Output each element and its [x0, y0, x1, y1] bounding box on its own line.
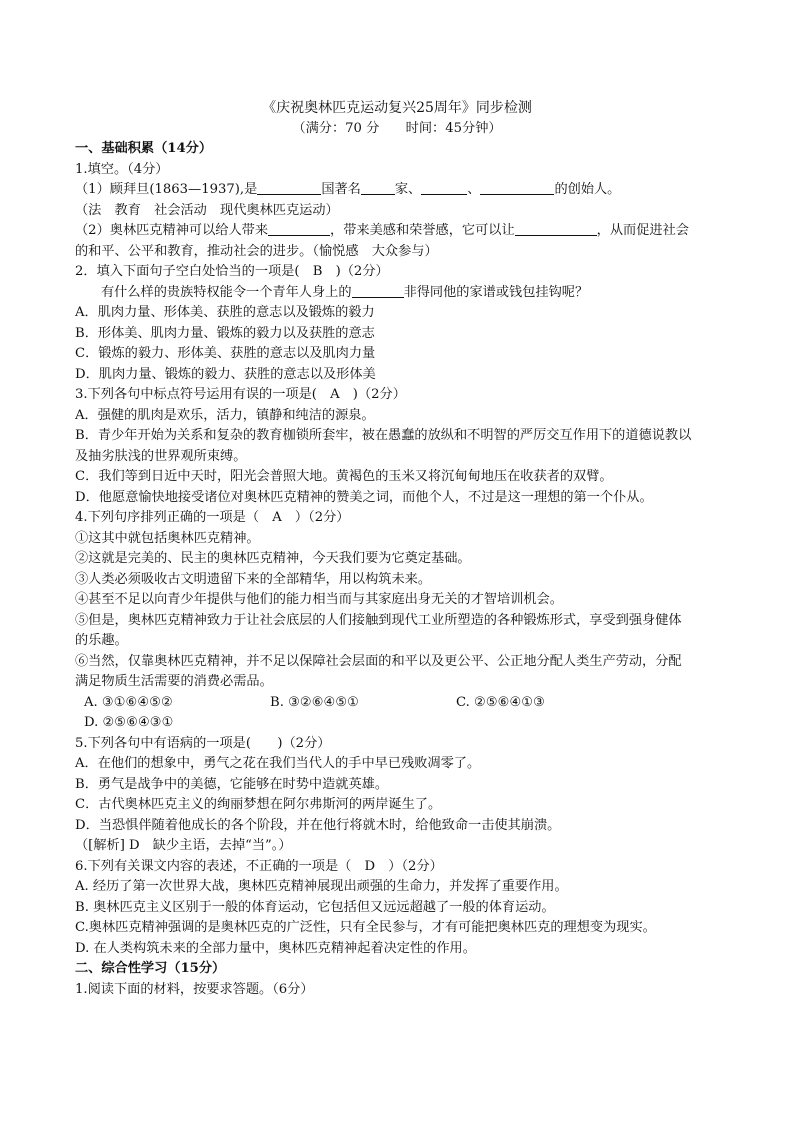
question-4-stem: 4.下列句序排列正确的一项是（ A ）（2分）	[75, 510, 350, 525]
section-heading-basic: 一、基础积累（14分）	[75, 141, 213, 156]
question-2-sentence: 有什么样的贵族特权能令一个青年人身上的 非得同他的家谱或钱包挂钩呢？	[101, 284, 589, 300]
question-5-option-a[interactable]: A．在他们的想象中，勇气之花在我们当代人的手中早已残败凋零了。	[75, 756, 481, 771]
question-1-stem: 1.填空。（4分）	[75, 161, 169, 177]
question-6-option-c[interactable]: C.奥林匹克精神强调的是奥林匹克的广泛性，只有全民参与，才有可能把奥林匹克的理想变为现实。	[75, 920, 656, 935]
answer-blank[interactable]	[361, 181, 395, 195]
document-subtitle: （满分：70 分 时间：45分钟）	[292, 121, 502, 136]
answer-blank[interactable]	[421, 181, 467, 195]
question-7-stem: 1.阅读下面的材料，按要求答题。（6分）	[75, 981, 314, 997]
question-3-option-b[interactable]: B．青少年开始为关系和复杂的教育枷锁所套牢，被在愚蠢的放纵和不明智的严厉交互作用下的道德说教以	[75, 428, 692, 443]
section-heading-comprehensive: 二、综合性学习（15分）	[75, 961, 226, 976]
question-1-part-2-cont: 的和平、公平和教育，推动社会的进步。（愉悦感 大众参与）	[75, 243, 438, 259]
question-4-sentence-2: ②这就是完美的、民主的奥林匹克精神，今天我们要为它奠定基础。	[75, 551, 471, 566]
answer-blank[interactable]	[515, 222, 597, 236]
question-4-options	[75, 693, 725, 714]
question-3-option-b-cont[interactable]: 及抽劣肤浅的世界观所束缚。	[75, 448, 247, 464]
question-6-option-a[interactable]: A. 经历了第一次世界大战，奥林匹克精神展现出顽强的生命力，并发挥了重要作用。	[75, 879, 568, 894]
question-3-option-d[interactable]: D．他愿意愉快地接受诸位对奥林匹克精神的赞美之词，而他个人，不过是这一理想的第一个仆从。	[75, 489, 653, 505]
question-4-sentence-6: ⑥当然，仅靠奥林匹克精神，并不足以保障社会层面的和平以及更公平、公正地分配人类生产劳动，分配	[75, 653, 682, 669]
answer-blank[interactable]	[268, 222, 330, 236]
question-1-answer: （法 教育 社会活动 现代奥林匹克运动）	[75, 202, 339, 218]
question-4-option-a[interactable]: A. ③①⑥④⑤②	[84, 694, 173, 710]
question-4-sentence-3: ③人类必须吸收古文明遗留下来的全部精华，用以构筑未来。	[75, 571, 432, 587]
answer-blank[interactable]	[257, 181, 321, 195]
question-2-option-b[interactable]: B．形体美、肌肉力量、锻炼的毅力以及获胜的意志	[75, 325, 375, 341]
question-3-option-c[interactable]: C．我们等到日近中天时，阳光会普照大地。黄褐色的玉米又将沉甸甸地压在收获者的双臂。	[75, 469, 613, 484]
question-4-sentence-5: ⑤但是，奥林匹克精神致力于让社会底层的人们接触到现代工业所塑造的各种锻炼形式，享受到强身健体	[75, 612, 682, 628]
question-6-option-d[interactable]: D. 在人类构筑未来的全部力量中，奥林匹克精神起着决定性的作用。	[75, 940, 476, 956]
exam-content	[75, 139, 725, 1000]
question-1-part-1: （1）顾拜旦(1863—1937),是 国著名 家、 、 的创始人。	[75, 182, 621, 197]
answer-blank[interactable]	[480, 181, 554, 195]
question-3-option-a[interactable]: A．强健的肌肉是欢乐，活力，镇静和纯洁的源泉。	[75, 407, 375, 423]
question-2-option-a[interactable]: A．肌肉力量、形体美、获胜的意志以及锻炼的毅力	[75, 305, 375, 320]
question-4-sentence-1: ①这其中就包括奥林匹克精神。	[75, 530, 260, 546]
question-6-stem: 6.下列有关课文内容的表述，不正确的一项是（ D ）（2分）	[75, 858, 443, 874]
question-2-stem: 2．填入下面句子空白处恰当的一项是( B )（2分）	[75, 264, 389, 279]
question-5-option-c[interactable]: C．古代奥林匹克主义的绚丽梦想在阿尔弗斯河的两岸诞生了。	[75, 797, 442, 812]
question-2-option-d[interactable]: D．肌肉力量、锻炼的毅力、获胜的意志以及形体美	[75, 366, 376, 382]
question-6-option-b[interactable]: B. 奥林匹克主义区别于一般的体育运动，它包括但又远远超越了一般的体育运动。	[75, 899, 555, 915]
question-5-stem: 5.下列各句中有语病的一项是( )（2分）	[75, 735, 331, 751]
question-1-part-2: （2）奥林匹克精神可以给人带来 ，带来美感和荣誉感，它可以让 ，从而促进社会	[75, 223, 689, 238]
question-4-option-b[interactable]: B. ③②⑥④⑤①	[270, 694, 360, 710]
question-4-sentence-6-cont: 满足物质生活需要的消费必需品。	[75, 674, 273, 689]
question-5-option-d[interactable]: D．当恐惧伴随着他成长的各个阶段，并在他行将就木时，给他致命一击使其崩溃。	[75, 817, 561, 833]
question-2-option-c[interactable]: C．锻炼的毅力、形体美、获胜的意志以及肌肉力量	[75, 346, 376, 361]
question-4-sentence-5-cont: 的乐趣。	[75, 633, 128, 648]
question-5-option-b[interactable]: B．勇气是战争中的美德，它能够在时势中造就英雄。	[75, 776, 389, 792]
answer-blank[interactable]	[352, 284, 404, 298]
question-4-sentence-4: ④甚至不足以向青少年提供与他们的能力相当而与其家庭出身无关的才智培训机会。	[75, 592, 563, 607]
document-title: 《庆祝奥林匹克运动复兴25周年》同步检测	[262, 100, 532, 116]
question-4-option-c[interactable]: C. ②⑤⑥④①③	[456, 694, 545, 710]
question-4-option-d[interactable]: D. ②⑤⑥④③①	[84, 715, 174, 730]
question-3-stem: 3.下列各句中标点符号运用有误的一项是( A )（2分）	[75, 387, 406, 402]
question-5-analysis: （[解析] D 缺少主语，去掉“当”。）	[75, 838, 292, 853]
